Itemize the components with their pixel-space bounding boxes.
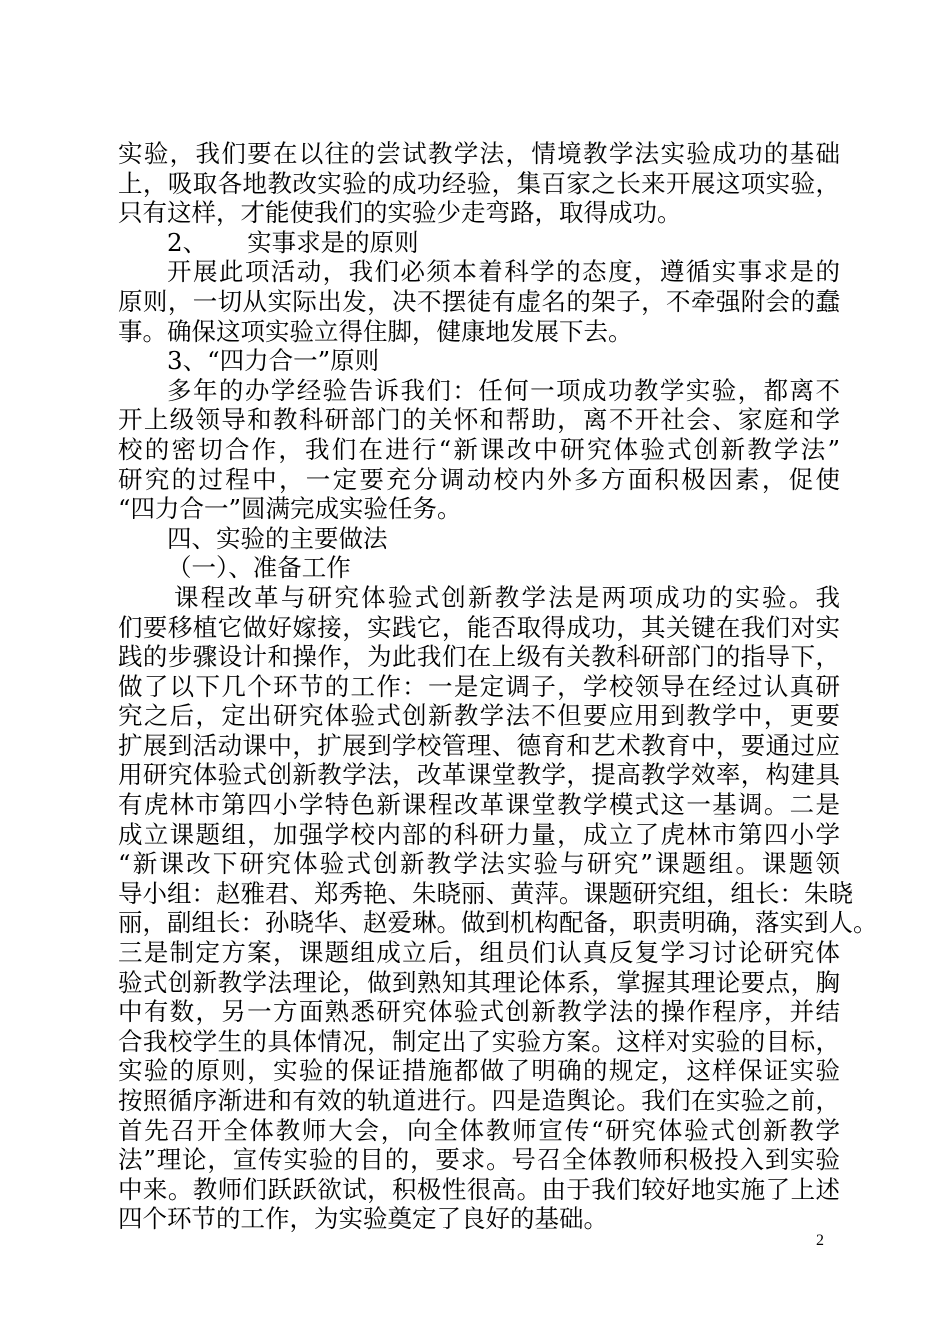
- paragraph-line: 合我校学生的具体情况，制定出了实验方案。这样对实验的目标，: [118, 1026, 840, 1056]
- paragraph-line: 究之后，定出研究体验式创新教学法不但要应用到教学中，更要: [118, 701, 840, 731]
- paragraph-line: 原则，一切从实际出发，决不摆徒有虚名的架子，不牵强附会的蠢: [118, 286, 840, 316]
- paragraph-line: 上，吸取各地教改实验的成功经验，集百家之长来开展这项实验，: [118, 168, 840, 198]
- paragraph-line: 开展此项活动，我们必须本着科学的态度，遵循实事求是的: [167, 257, 840, 287]
- paragraph-line: 实验的原则，实验的保证措施都做了明确的规定，这样保证实验: [118, 1056, 840, 1086]
- paragraph-line: 用研究体验式创新教学法，改革课堂教学，提高教学效率，构建具: [118, 760, 840, 790]
- section-number: 2、: [167, 227, 208, 257]
- paragraph-line: 践的步骤设计和操作，为此我们在上级有关教科研部门的指导下，: [118, 642, 840, 672]
- paragraph-line: “四力合一”圆满完成实验任务。: [118, 494, 462, 524]
- paragraph-line: 校的密切合作，我们在进行“新课改中研究体验式创新教学法”: [118, 434, 840, 464]
- paragraph-line: 导小组：赵雅君、郑秀艳、朱晓丽、黄萍。课题研究组，组长：朱晓: [118, 878, 853, 908]
- paragraph-line: 成立课题组，加强学校内部的科研力量，成立了虎林市第四小学: [118, 819, 840, 849]
- section-heading: 四、实验的主要做法: [167, 523, 388, 553]
- paragraph-line: 做了以下几个环节的工作：一是定调子，学校领导在经过认真研: [118, 671, 840, 701]
- paragraph-line: 丽，副组长：孙晓华、赵爱琳。做到机构配备，职责明确，落实到人。: [118, 908, 878, 938]
- paragraph-line: 们要移植它做好嫁接，实践它，能否取得成功，其关键在我们对实: [118, 612, 840, 642]
- paragraph-line: “新课改下研究体验式创新教学法实验与研究”课题组。课题领: [118, 849, 840, 879]
- document-body: [118, 139, 878, 1234]
- paragraph-line: 中来。教师们跃跃欲试，积极性很高。由于我们较好地实施了上述: [118, 1174, 840, 1204]
- section-heading: 3、“四力合一”原则: [167, 346, 380, 376]
- paragraph-line: 事。确保这项实验立得住脚，健康地发展下去。: [118, 316, 633, 346]
- paragraph-line: 三是制定方案，课题组成立后，组员们认真反复学习讨论研究体: [118, 938, 840, 968]
- paragraph-line: 验式创新教学法理论，做到熟知其理论体系，掌握其理论要点，胸: [118, 967, 840, 997]
- paragraph-line: 扩展到活动课中，扩展到学校管理、德育和艺术教育中，要通过应: [118, 730, 840, 760]
- section-heading: [118, 228, 840, 258]
- paragraph-line: 开上级领导和教科研部门的关怀和帮助，离不开社会、家庭和学: [118, 405, 840, 435]
- paragraph-line: 首先召开全体教师大会，向全体教师宣传“研究体验式创新教学: [118, 1115, 840, 1145]
- page-number: 2: [816, 1232, 824, 1249]
- paragraph-line: 四个环节的工作，为实验奠定了良好的基础。: [118, 1204, 608, 1234]
- paragraph-line: 实验，我们要在以往的尝试教学法，情境教学法实验成功的基础: [118, 139, 840, 168]
- paragraph-line: 课程改革与研究体验式创新教学法是两项成功的实验。我: [174, 582, 840, 612]
- section-title: 实事求是的原则: [247, 227, 419, 257]
- paragraph-line: 多年的办学经验告诉我们：任何一项成功教学实验，都离不: [167, 375, 840, 405]
- paragraph-line: 研究的过程中，一定要充分调动校内外多方面积极因素，促使: [118, 464, 840, 494]
- paragraph-line: 中有数，另一方面熟悉研究体验式创新教学法的操作程序，并结: [118, 997, 840, 1027]
- paragraph-line: 法”理论，宣传实验的目的，要求。号召全体教师积极投入到实验: [118, 1145, 840, 1175]
- paragraph-line: 按照循序渐进和有效的轨道进行。四是造舆论。我们在实验之前，: [118, 1086, 840, 1115]
- paragraph-line: 有虎林市第四小学特色新课程改革课堂教学模式这一基调。二是: [118, 790, 840, 820]
- subsection-heading: （一）、准备工作: [167, 553, 351, 583]
- paragraph-line: 只有这样，才能使我们的实验少走弯路，取得成功。: [118, 198, 682, 228]
